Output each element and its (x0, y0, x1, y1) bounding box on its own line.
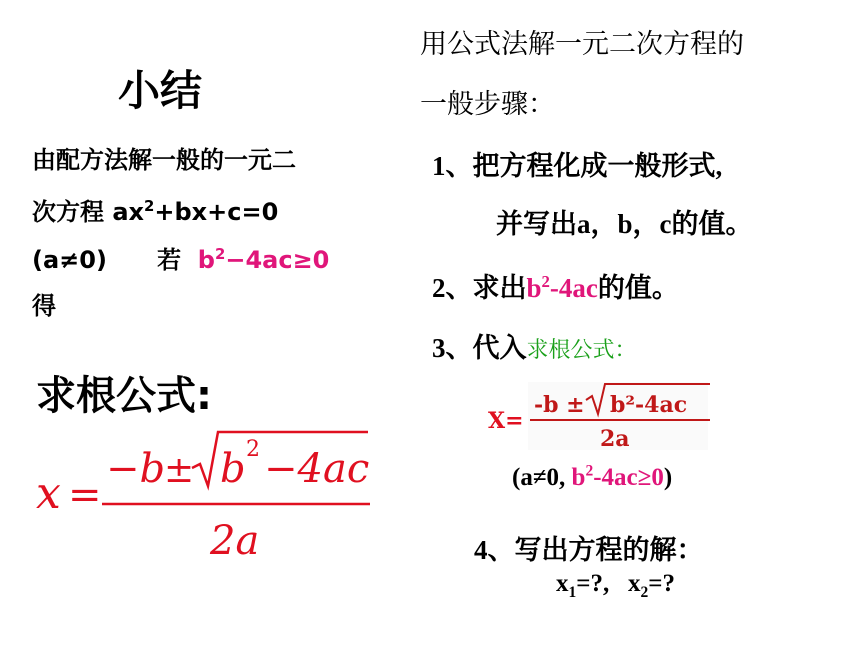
step-3-root-formula-label: 求根公式： (526, 338, 637, 363)
step-1-line-1: 1、把方程化成一般形式, (432, 151, 723, 181)
small-formula-lhs: X= (488, 408, 524, 434)
condition-a: (a≠0, (512, 464, 572, 491)
condition-b: b (571, 464, 586, 491)
root-formula-label: 求根公式: (36, 373, 212, 419)
step-2-text: 2、求出 (432, 273, 527, 303)
formula-equals: = (68, 472, 102, 518)
left-text-line-1: 由配方法解一般的一元二 (32, 146, 296, 174)
step-2-tail: 的值。 (597, 273, 679, 303)
left-text-line-3 (32, 240, 329, 275)
step-4: 4、写出方程的解： (474, 535, 704, 565)
step-2-discriminant (527, 273, 598, 303)
condition-exponent: 2 (585, 462, 594, 480)
answers (556, 570, 675, 601)
left-line2-text-rest: +bx+c=0 (154, 198, 279, 226)
left-line3-condition: (a≠0) 若 (32, 246, 198, 274)
formula-minus-4ac: −4ac (264, 446, 370, 492)
steps-heading-line-2: 一般步骤： (420, 89, 555, 120)
formula-lhs-x: x (36, 468, 61, 519)
left-text-line-2 (32, 192, 278, 227)
condition-discriminant (572, 464, 664, 491)
quadratic-formula-small (488, 380, 718, 452)
discriminant-exponent: 2 (214, 245, 226, 263)
formula-b: b (220, 446, 246, 492)
step-2-4ac: -4ac (549, 273, 598, 303)
small-formula-denominator: 2a (600, 426, 630, 452)
condition-4ac: -4ac≥0 (593, 464, 664, 491)
small-formula-numerator: -b ± (534, 392, 585, 418)
condition-close: ) (663, 464, 673, 491)
answer-x1-value: =?, x (576, 570, 641, 597)
steps-heading-line-1: 用公式法解一元二次方程的 (420, 29, 744, 60)
answer-x1: x (556, 570, 569, 597)
formula-square: 2 (246, 437, 260, 462)
conditions (512, 464, 672, 492)
step-1-line-2: 并写出a，b，c的值。 (496, 209, 753, 239)
formula-neg-b: −b (106, 446, 166, 492)
step-3-text: 3、代入 (432, 333, 527, 363)
discriminant-condition (198, 246, 330, 274)
answer-x2-subscript: 2 (640, 584, 649, 601)
formula-plus-minus: ± (164, 450, 195, 491)
step-2 (432, 266, 679, 305)
quadratic-formula-large (28, 420, 388, 570)
step-3 (432, 326, 637, 365)
small-formula-radicand: b²-4ac (610, 392, 688, 418)
left-line2-text: 次方程 ax (32, 198, 145, 226)
left-line2-exponent: 2 (144, 197, 155, 215)
discriminant-b: b (197, 246, 215, 274)
left-text-line-4: 得 (32, 292, 56, 320)
formula-denominator: 2a (210, 518, 260, 564)
step-2-exponent: 2 (541, 272, 550, 291)
answer-x2-value: =? (648, 570, 675, 597)
page-title: 小结 (118, 66, 203, 115)
answer-x1-subscript: 1 (568, 584, 577, 601)
step-2-b: b (526, 273, 542, 303)
discriminant-rest: −4ac≥0 (225, 246, 330, 274)
